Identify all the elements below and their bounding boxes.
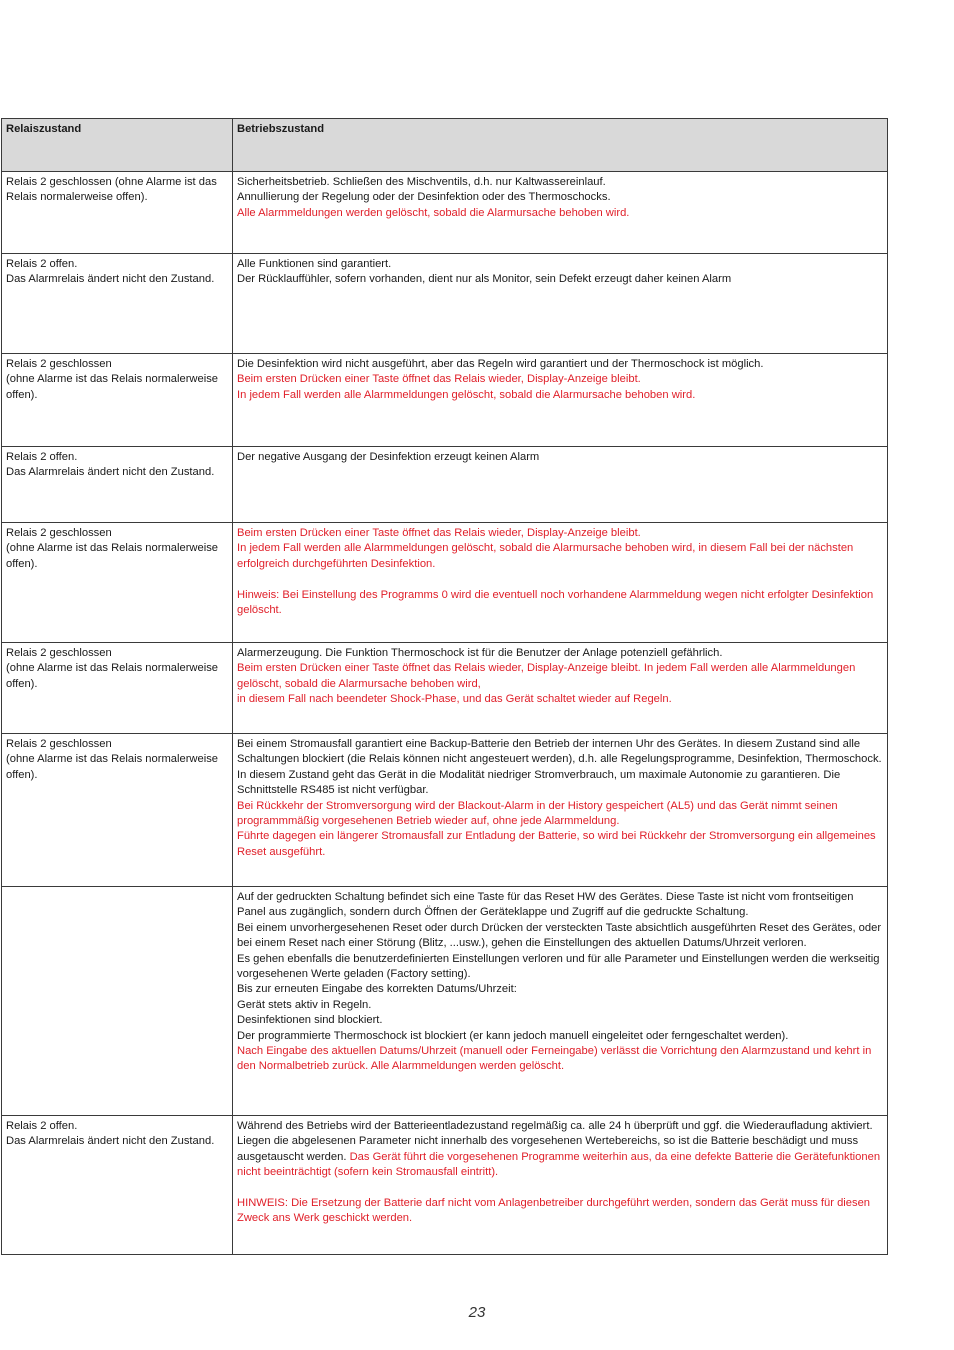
- relay-state-line: Relais 2 geschlossen: [6, 738, 112, 750]
- relay-state-cell: [2, 254, 233, 354]
- description-text: Bei einem Stromausfall garantiert eine Backup-Batterie den Betrieb der internen Uhr des Gerätes. In diesem Zustand sind alle Schaltungen blockiert (die Relais können nicht angesteuert werden), d.h. alle Regelungsprogramme, Desinfektion, Thermoschock. In diesem Zustand geht das Gerät in die Modalität niedriger Stromverbrauch, um maximale Autonomie zu garantieren. Die Schnittstelle RS485 ist nicht verfügbar.: [237, 738, 882, 797]
- paragraph-spacer: [237, 572, 883, 587]
- operating-state-cell: [233, 354, 888, 447]
- table-row: [2, 1116, 888, 1255]
- relay-state-line: Relais 2 geschlossen (ohne Alarme ist das Relais normalerweise offen).: [6, 176, 217, 204]
- alarm-note-text: Nach Eingabe des aktuellen Datums/Uhrzeit (manuell oder Ferneingabe) verlässt die Vorrichtung den Alarmzustand und kehrt in den Normalbetrieb zurück. Alle Alarmmeldungen werden gelöscht.: [237, 1045, 872, 1073]
- relay-state-line: Relais 2 geschlossen: [6, 647, 112, 659]
- table-row: [2, 254, 888, 354]
- table-row: [2, 447, 888, 523]
- alarm-note-text: In jedem Fall werden alle Alarmmeldungen gelöscht, sobald die Alarmursache behoben wird, in diesem Fall bei der nächsten erfolgreich durchgeführten Desinfektion.: [237, 542, 854, 570]
- header-relaiszustand: Relaiszustand: [2, 119, 233, 172]
- relay-state-line: (ohne Alarme ist das Relais normalerweise offen).: [6, 753, 219, 781]
- description-text: Der programmierte Thermoschock ist blockiert (er kann jedoch manuell eingeleitet oder ferngeschaltet werden).: [237, 1029, 789, 1042]
- relay-state-cell: [2, 523, 233, 643]
- table-row: [2, 172, 888, 254]
- relay-state-cell: [2, 887, 233, 1116]
- description-text: Auf der gedruckten Schaltung befindet sich eine Taste für das Reset HW des Gerätes. Diese Taste ist nicht vom frontseitigen Panel aus zugänglich, sondern durch Öffnen der Geräteklappe und Zugriff auf die gedruckte Schaltung.: [237, 891, 854, 919]
- description-text: Alarmerzeugung. Die Funktion Thermoschock ist für die Benutzer der Anlage potenziell gefährlich.: [237, 647, 723, 659]
- relay-status-table: [1, 118, 888, 1255]
- description-text: Es gehen ebenfalls die benutzerdefinierten Einstellungen verloren und für alle Parameter und Einstellungen werden die werkseitig vorgesehenen Werte geladen (Factory setting).: [237, 952, 880, 981]
- relay-state-line: (ohne Alarme ist das Relais normalerweise offen).: [6, 373, 219, 401]
- description-paragraph: [237, 1119, 883, 1181]
- description-text: Die Desinfektion wird nicht ausgeführt, aber das Regeln wird garantiert und der Thermoschock ist möglich.: [237, 358, 764, 370]
- description-text: Alle Funktionen sind garantiert.: [237, 258, 392, 270]
- relay-state-line: (ohne Alarme ist das Relais normalerweise offen).: [6, 662, 219, 690]
- header-betriebszustand: Betriebszustand: [233, 119, 888, 172]
- operating-state-cell: [233, 254, 888, 354]
- table-row: [2, 734, 888, 887]
- alarm-note-text: Führte dagegen ein längerer Stromausfall zur Entladung der Batterie, so wird bei Rückkehr der Stromversorgung ein allgemeines Reset ausgeführt.: [237, 830, 876, 858]
- operating-state-cell: [233, 523, 888, 643]
- relay-state-cell: [2, 172, 233, 254]
- description-text: Sicherheitsbetrieb. Schließen des Mischventils, d.h. nur Kaltwassereinlauf.: [237, 176, 606, 188]
- relay-state-line: Relais 2 geschlossen: [6, 527, 112, 539]
- relay-state-line: Das Alarmrelais ändert nicht den Zustand.: [6, 273, 215, 286]
- operating-state-cell: [233, 172, 888, 254]
- table-row: [2, 643, 888, 734]
- relay-state-cell: [2, 1116, 233, 1255]
- description-text: Der Rücklauffühler, sofern vorhanden, dient nur als Monitor, sein Defekt erzeugt daher keinen Alarm: [237, 273, 732, 286]
- operating-state-cell: [233, 887, 888, 1116]
- alarm-note-text: In jedem Fall werden alle Alarmmeldungen gelöscht, sobald die Alarmursache behoben wird.: [237, 388, 696, 401]
- description-text: Der negative Ausgang der Desinfektion erzeugt keinen Alarm: [237, 451, 540, 463]
- paragraph-spacer: [237, 1181, 883, 1196]
- relay-state-cell: [2, 734, 233, 887]
- alarm-note-text: Beim ersten Drücken einer Taste öffnet das Relais wieder, Display-Anzeige bleibt.: [237, 527, 641, 539]
- relay-state-line: Relais 2 geschlossen: [6, 358, 112, 370]
- relay-state-cell: [2, 447, 233, 523]
- table-header-row: [2, 119, 888, 172]
- description-text: Bis zur erneuten Eingabe des korrekten Datums/Uhrzeit:: [237, 983, 517, 996]
- description-text: Annullierung der Regelung oder der Desinfektion oder des Thermoschocks.: [237, 191, 611, 204]
- operating-state-cell: [233, 447, 888, 523]
- alarm-note-text: in diesem Fall nach beendeter Shock-Phase, und das Gerät schaltet wieder auf Regeln.: [237, 693, 672, 706]
- alarm-note-text: Alle Alarmmeldungen werden gelöscht, sobald die Alarmursache behoben wird.: [237, 206, 630, 219]
- alarm-note-text: HINWEIS: Die Ersetzung der Batterie darf nicht vom Anlagenbetreiber durchgeführt werden, sondern das Gerät muss für diesen Zweck ans Werk geschickt werden.: [237, 1197, 871, 1225]
- description-text: Während des Betriebs wird der Batterieentladezustand regelmäßig ca. alle 24 h überprüft und ggf. die Wiederaufladung aktiviert. Liegen die abgelesenen Parameter nicht innerhalb des vorgesehenen Wertebereichs, so ist die Batterie beschädigt und muss ausgetauscht werden.: [237, 1120, 873, 1163]
- description-text: Desinfektionen sind blockiert.: [237, 1014, 383, 1027]
- relay-state-cell: [2, 643, 233, 734]
- operating-state-cell: [233, 643, 888, 734]
- alarm-note-text: Beim ersten Drücken einer Taste öffnet das Relais wieder, Display-Anzeige bleibt.: [237, 373, 641, 386]
- table-body: [2, 172, 888, 1255]
- alarm-note-text: Das Gerät führt die vorgesehenen Programme weiterhin aus, da eine defekte Batterie die Gerätefunktionen nicht beeinträchtigt (sofern kein Stromausfall eintritt).: [237, 1150, 881, 1179]
- alarm-note-text: Beim ersten Drücken einer Taste öffnet das Relais wieder, Display-Anzeige bleibt. In jedem Fall werden alle Alarmmeldungen gelöscht, sobald die Alarmursache behoben wird,: [237, 662, 856, 690]
- relay-state-line: Relais 2 offen.: [6, 1120, 78, 1132]
- operating-state-cell: [233, 1116, 888, 1255]
- relay-state-line: Relais 2 offen.: [6, 258, 78, 270]
- relay-state-line: Relais 2 offen.: [6, 451, 78, 463]
- alarm-note-text: Bei Rückkehr der Stromversorgung wird der Blackout-Alarm in der History gespeichert (AL5) und das Gerät nimmt seinen programmmäßig vorgesehenen Betrieb wieder auf, ohne jede Alarmmeldung.: [237, 799, 838, 828]
- operating-state-cell: [233, 734, 888, 887]
- relay-state-line: Das Alarmrelais ändert nicht den Zustand.: [6, 1135, 215, 1148]
- alarm-note-text: Hinweis: Bei Einstellung des Programms 0 wird die eventuell noch vorhandene Alarmmeldung wegen nicht erfolgter Desinfektion gelöscht.: [237, 588, 874, 617]
- relay-state-line: (ohne Alarme ist das Relais normalerweise offen).: [6, 542, 219, 570]
- relay-state-line: Das Alarmrelais ändert nicht den Zustand.: [6, 466, 215, 479]
- table-row: [2, 887, 888, 1116]
- description-text: Bei einem unvorhergesehenen Reset oder durch Drücken der versteckten Taste absichtlich ausgeführten Reset des Gerätes, oder bei einem Reset nach einer Störung (Blitz, ...usw.), gehen die Einstellungen des aktuellen Datums/Uhrzeit verloren.: [237, 921, 882, 950]
- description-text: Gerät stets aktiv in Regeln.: [237, 998, 372, 1011]
- table-row: [2, 354, 888, 447]
- table-row: [2, 523, 888, 643]
- relay-state-cell: [2, 354, 233, 447]
- page-number: 23: [468, 1304, 486, 1321]
